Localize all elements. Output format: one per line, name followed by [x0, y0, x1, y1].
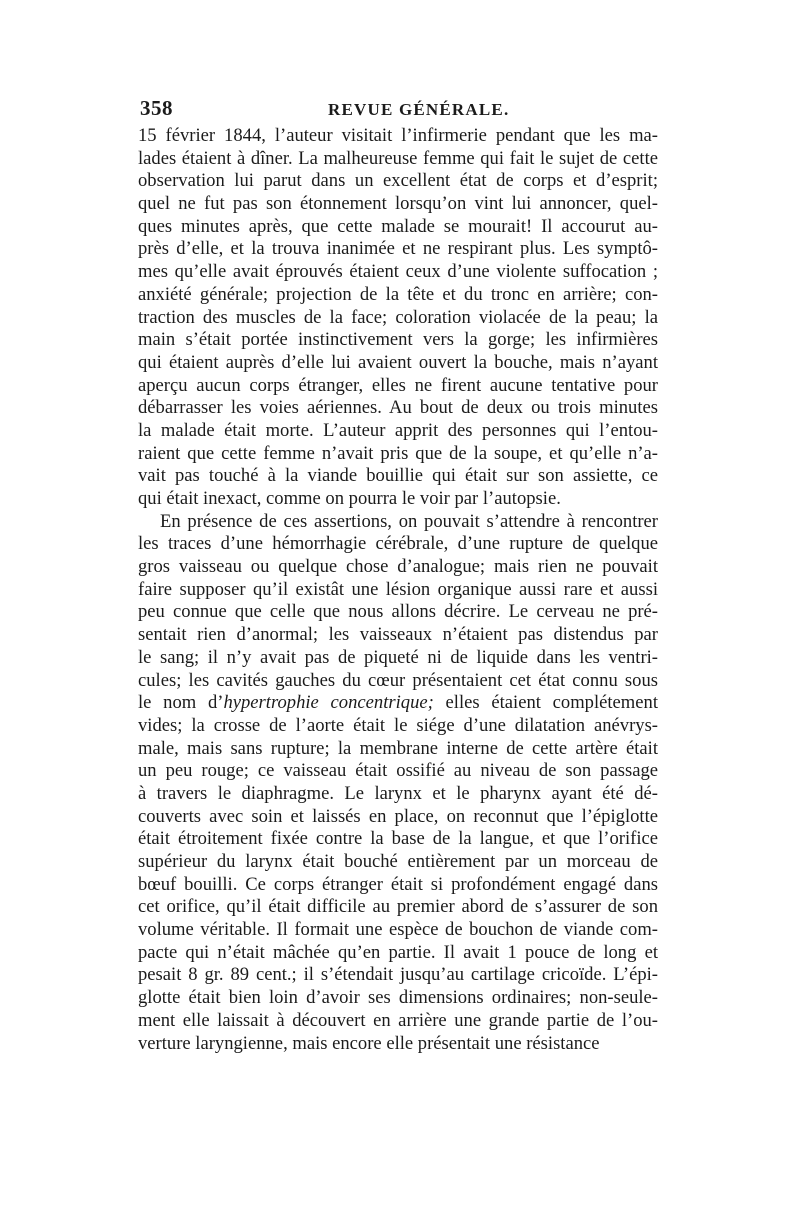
text-line: quel ne fut pas son étonnement lorsqu’on vint lui annoncer, quel-	[138, 193, 658, 215]
text-line: observation lui parut dans un excellent état de corps et d’esprit;	[138, 170, 658, 192]
text-line: vait pas touché à la viande bouillie qui était sur son assiette, ce	[138, 465, 658, 487]
text-line: faire supposer qu’il existât une lésion organique aussi rare et aussi	[138, 578, 658, 600]
page-number: 358	[140, 96, 173, 120]
text-line: traction des muscles de la face; coloration violacée de la peau; la	[138, 306, 658, 328]
text-line: vides; la crosse de l’aorte était le siége d’une dilatation anévrys-	[138, 714, 658, 736]
paragraph-observation	[138, 125, 658, 511]
text-line: ques minutes après, que cette malade se mourait! Il accourut au-	[138, 215, 658, 237]
text-line: peu connue que celle que nous allons décrire. Le cerveau ne pré-	[138, 601, 658, 623]
text-line: près d’elle, et la trouva inanimée et ne respirant plus. Les symptô-	[138, 238, 658, 260]
text-line: supérieur du larynx était bouché entièrement par un morceau de	[138, 851, 658, 872]
text-line: débarrasser les voies aériennes. Au bout de deux ou trois minutes	[138, 397, 658, 419]
text-line: était étroitement fixée contre la base de la langue, et que l’orifice	[138, 828, 658, 850]
text-line: verture laryngienne, mais encore elle présentait une résistance	[138, 1032, 600, 1054]
text-line: la malade était morte. L’auteur apprit des personnes qui l’entou-	[138, 419, 658, 441]
text-line: qui étaient auprès d’elle lui avaient ouvert la bouche, mais n’ayant	[138, 351, 658, 373]
page-header	[138, 96, 658, 124]
text-line: les traces d’une hémorrhagie cérébrale, d’une rupture de quelque	[138, 533, 658, 555]
text-line: En présence de ces assertions, on pouvait s’attendre à rencontrer	[160, 510, 658, 532]
text-line: lades étaient à dîner. La malheureuse femme qui fait le sujet de cette	[138, 147, 658, 169]
text-line: ment elle laissait à découvert en arrière une grande partie de l’ou-	[138, 1009, 658, 1031]
text-line: mes qu’elle avait éprouvés étaient ceux d’une violente suffocation ;	[138, 261, 658, 283]
text-fragment: le nom d’	[138, 692, 224, 714]
text-line: aperçu aucun corps étranger, elles ne firent aucune tentative pour	[138, 374, 658, 396]
text-line: volume véritable. Il formait une espèce de bouchon de viande com-	[138, 919, 658, 941]
text-line: male, mais sans rupture; la membrane interne de cette artère était	[138, 737, 658, 759]
text-line: le sang; il n’y avait pas de piqueté ni de liquide dans les ventri-	[138, 646, 658, 668]
text-line: qui était inexact, comme on pourra le voir par l’autopsie.	[138, 488, 561, 509]
body-text	[138, 125, 658, 1055]
text-line: gros vaisseau ou quelque chose d’analogue; mais rien ne pouvait	[138, 556, 658, 578]
text-fragment: elles étaient complétement	[433, 692, 658, 714]
text-line: cet orifice, qu’il était difficile au premier abord de s’assurer de son	[138, 896, 658, 918]
text-line: anxiété générale; projection de la tête et du tronc en arrière; con-	[138, 283, 658, 305]
text-line: pacte qui n’était mâchée qu’en partie. Il avait 1 pouce de long et	[138, 941, 658, 963]
text-line: bœuf bouilli. Ce corps étranger était si profondément engagé dans	[138, 873, 658, 895]
text-line: sentait rien d’anormal; les vaisseaux n’étaient pas distendus par	[138, 624, 658, 646]
text-line: 15 février 1844, l’auteur visitait l’infirmerie pendant que les ma-	[138, 125, 658, 146]
running-head: REVUE GÉNÉRALE.	[328, 100, 510, 119]
paragraph-autopsy	[138, 511, 658, 1056]
italic-term: hypertrophie concentrique;	[223, 692, 434, 714]
text-line: raient que cette femme n’avait pris que de la soupe, et qu’elle n’a-	[138, 442, 658, 464]
text-line: main s’était portée instinctivement vers la gorge; les infirmières	[138, 329, 658, 351]
text-line: couverts avec soin et laissés en place, on reconnut que l’épiglotte	[138, 805, 658, 827]
text-line: un peu rouge; ce vaisseau était ossifié au niveau de son passage	[138, 760, 658, 782]
text-line: cules; les cavités gauches du cœur présentaient cet état connu sous	[138, 669, 658, 691]
text-line: glotte était bien loin d’avoir ses dimensions ordinaires; non-seule-	[138, 987, 658, 1009]
text-line	[138, 692, 658, 715]
text-line: pesait 8 gr. 89 cent.; il s’étendait jusqu’au cartilage cricoïde. L’épi-	[138, 964, 658, 986]
text-line: à travers le diaphragme. Le larynx et le pharynx ayant été dé-	[138, 782, 658, 804]
